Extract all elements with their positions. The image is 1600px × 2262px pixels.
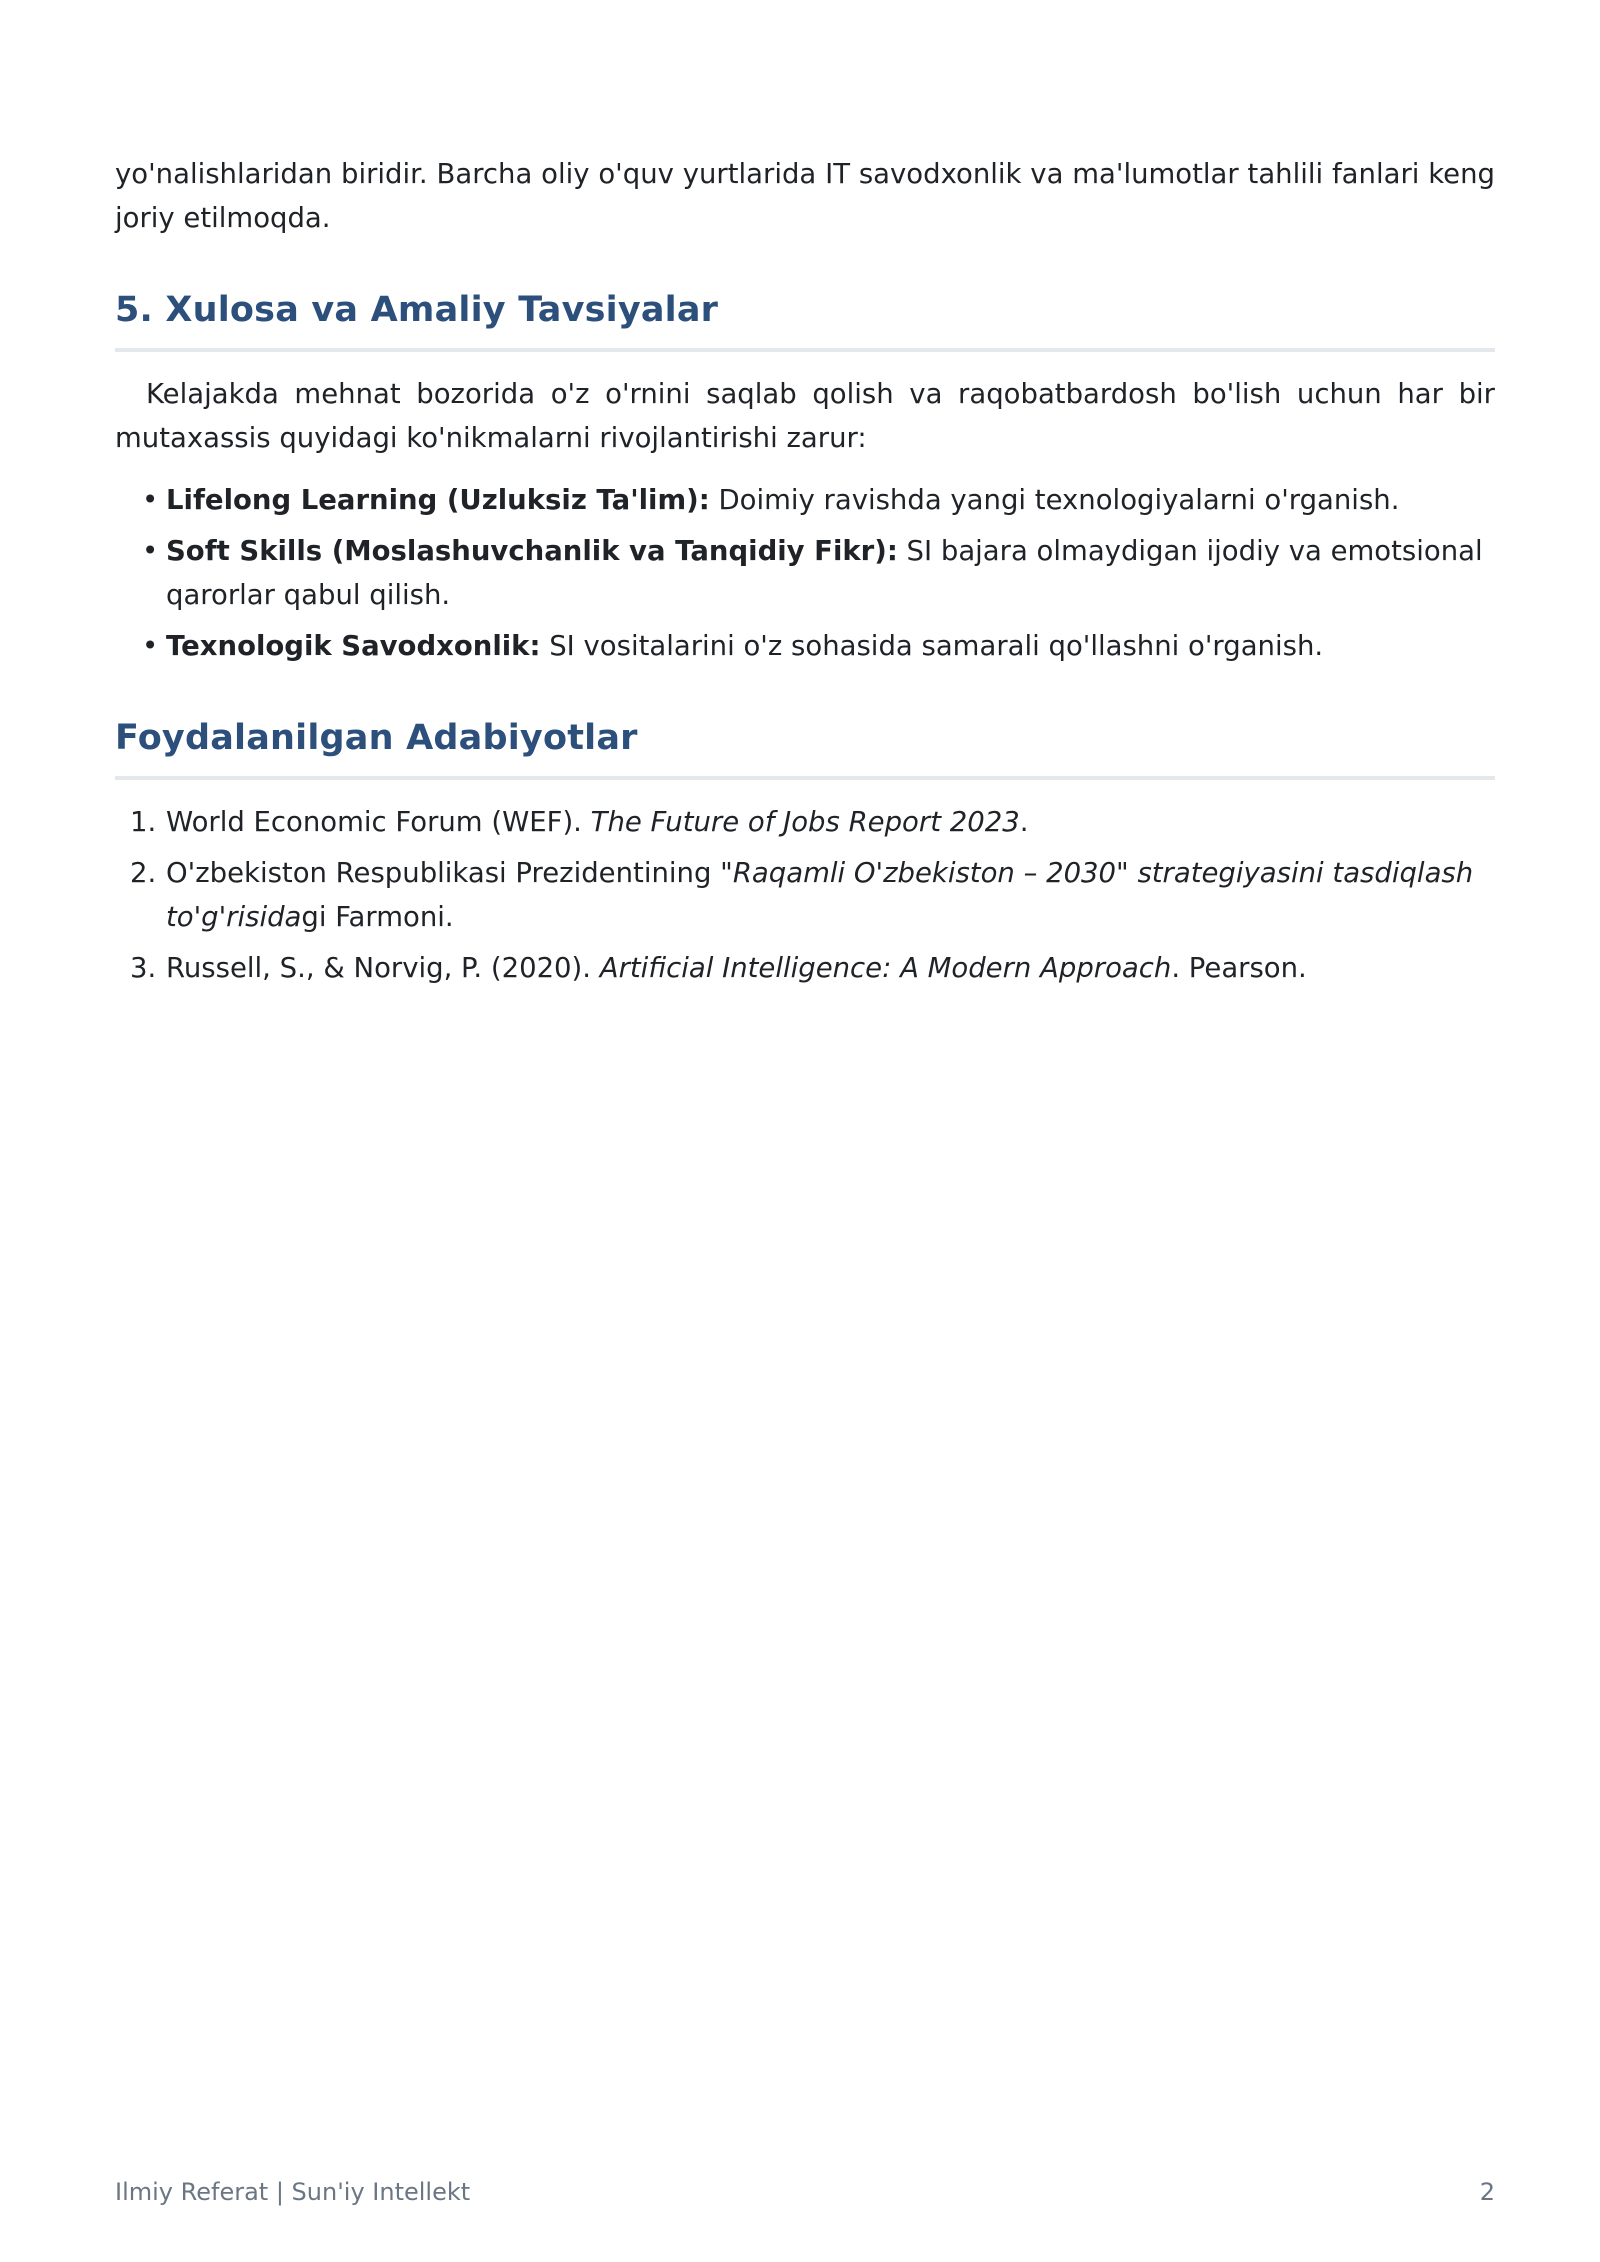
item-text: SI vositalarini o'z sohasida samarali qo'llashni o'rganish.	[540, 630, 1324, 662]
list-item	[115, 478, 1495, 522]
page-number: 2	[1479, 2178, 1495, 2206]
reference-text: . Pearson.	[1171, 952, 1307, 984]
heading-divider	[115, 348, 1495, 352]
heading-divider	[115, 776, 1495, 780]
recommendations-list	[115, 478, 1495, 675]
list-item	[115, 529, 1495, 617]
reference-text: Russell, S., & Norvig, P. (2020).	[166, 952, 600, 984]
bullet-marker: •	[142, 630, 159, 662]
reference-number: 3.	[130, 952, 157, 984]
section-heading-references: Foydalanilgan Adabiyotlar	[115, 718, 638, 758]
reference-number: 2.	[130, 857, 157, 889]
conclusion-intro-paragraph: Kelajakda mehnat bozorida o'z o'rnini saqlab qolish va raqobatbardosh bo'lish uchun har bir mutaxassis quyidagi ko'nikmalarni rivojlantirishi zarur:	[115, 378, 1495, 454]
reference-item	[115, 851, 1495, 939]
reference-title: The Future of Jobs Report 2023	[590, 806, 1020, 838]
continuation-paragraph: yo'nalishlaridan biridir. Barcha oliy o'quv yurtlarida IT savodxonlik va ma'lumotlar tahlili fanlari keng joriy etilmoqda.	[115, 158, 1495, 234]
item-text: SI bajara olmaydigan ijodiy va emotsional qarorlar qabul qilish.	[166, 535, 1483, 611]
reference-text: World Economic Forum (WEF).	[166, 806, 591, 838]
section-heading-conclusion: 5. Xulosa va Amaliy Tavsiyalar	[115, 290, 719, 330]
reference-text: gi Farmoni.	[301, 901, 454, 933]
item-term: Lifelong Learning (Uzluksiz Ta'lim):	[166, 484, 710, 516]
reference-number: 1.	[130, 806, 157, 838]
reference-title: Artificial Intelligence: A Modern Approach	[599, 952, 1172, 984]
reference-text: .	[1019, 806, 1029, 838]
list-item	[115, 624, 1495, 668]
item-term: Texnologik Savodxonlik:	[166, 630, 541, 662]
references-list	[115, 800, 1495, 997]
bullet-marker: •	[142, 484, 159, 516]
reference-title: Raqamli O'zbekiston – 2030" strategiyasini tasdiqlash to'g'risida	[166, 857, 1474, 933]
reference-item	[115, 946, 1495, 990]
item-text: Doimiy ravishda yangi texnologiyalarni o'rganish.	[709, 484, 1400, 516]
footer-title: Ilmiy Referat | Sun'iy Intellekt	[115, 2178, 471, 2206]
reference-item	[115, 800, 1495, 844]
item-term: Soft Skills (Moslashuvchanlik va Tanqidiy Fikr):	[166, 535, 898, 567]
reference-text: O'zbekiston Respublikasi Prezidentining "	[166, 857, 733, 889]
bullet-marker: •	[142, 535, 159, 567]
